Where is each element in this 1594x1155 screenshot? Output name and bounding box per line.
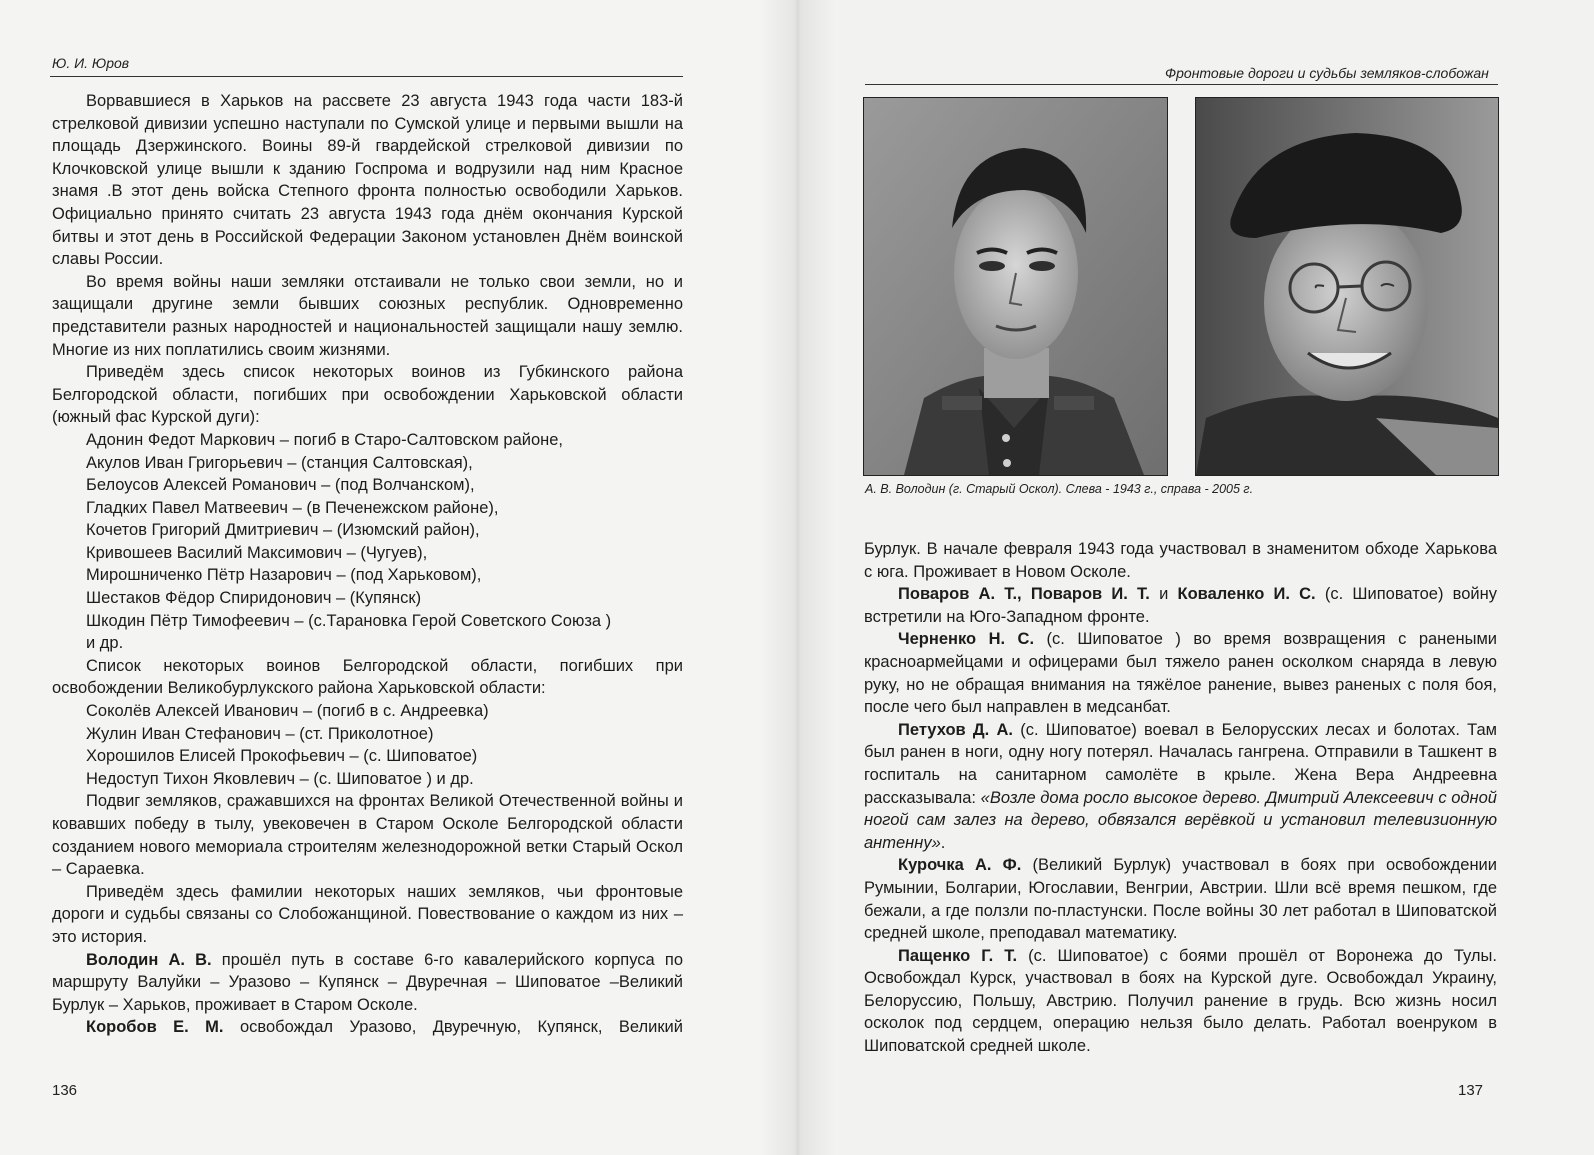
paragraph-chernenko [864, 628, 1497, 718]
page-number: 137 [1458, 1082, 1484, 1099]
conjunction: и [1149, 585, 1178, 604]
paragraph-povarov [864, 583, 1497, 628]
губкинский-list [52, 429, 683, 655]
list-item: Акулов Иван Григорьевич – (станция Салтовская), [86, 453, 473, 472]
left-text-column [52, 90, 683, 1039]
list-item: Недоступ Тихон Яковлевич – (с. Шиповатое ) и др. [86, 769, 474, 788]
paragraph-pashchenko [864, 945, 1497, 1058]
portrait-young-soldier-image [864, 98, 1167, 475]
paragraph-kurochka [864, 854, 1497, 944]
running-head-author: Ю. И. Юров [52, 55, 130, 71]
paragraph: Во время войны наши земляки отстаивали не только свои земли, но и защищали другине земли бывших союзных республик. Одновременно представители разных народностей и национальностей защищали нашу землю. Многие из них поплатились своим жизнями. [52, 272, 683, 359]
person-name: Коробов Е. М. [86, 1018, 224, 1037]
list-item: Мирошниченко Пётр Назарович – (под Харьковом), [86, 566, 482, 585]
великобурлукский-list [52, 700, 683, 790]
paragraph: Список некоторых воинов Белгородской области, погибших при освобождении Великобурлукского района Харьковской области: [52, 656, 683, 698]
portrait-elderly-man-image [1196, 98, 1498, 475]
paragraph: Подвиг земляков, сражавшихся на фронтах Великой Отечественной войны и ковавших победу в тылу, увековечен в Старом Осколе Белгородской области созданием нового мемориала строителям железнодорожной ветки Старый Оскол – Сараевка. [52, 792, 683, 879]
person-name: Пащенко Г. Т. [898, 946, 1018, 965]
person-text: прошёл путь в составе 6-го кавалерийского корпуса по маршруту Валуйки – Уразово – Купянск – Двуречная – Шиповатое –Великий Бурлук – Харьков, проживает в Старом Осколе. [52, 950, 683, 1014]
paragraph-petukhov [864, 719, 1497, 855]
running-head-title: Фронтовые дороги и судьбы земляков-слобожан [1165, 65, 1489, 81]
photo-2005-portrait [1195, 97, 1499, 476]
list-item: и др. [86, 634, 124, 653]
paragraph-volodin [52, 949, 683, 1017]
paragraph: Приведём здесь список некоторых воинов из Губкинского района Белгородской области, погибших при освобождении Харьковской области (южный фас Курской дуги): [52, 363, 683, 427]
list-item: Кривошеев Василий Максимович – (Чугуев), [86, 543, 428, 562]
person-text: (с. Шиповатое) воевал в Белорусских лесах и болотах. Там был ранен в ноги, одну ногу потерял. Началась гангрена. Отправили в Ташкент в госпиталь на санитарном самолёте в крыле. Жена Вера Андреевна рассказывала: [864, 720, 1497, 807]
page-number: 136 [52, 1082, 78, 1099]
person-text: (с. Шиповатое) войну встретили на Юго-Западном фронте. [864, 585, 1497, 626]
person-name: Черненко Н. С. [898, 630, 1035, 649]
paragraph: Ворвавшиеся в Харьков на рассвете 23 августа 1943 года части 183-й стрелковой дивизии успешно наступали по Сумской улице и первыми вышли на площадь Дзержинского. Воины 89-й гвардейской стрелковой дивизии по Клочковской улице вышли к зданию Госпрома и водрузили над ним Красное знамя .В этот день войска Степного фронта полностью освободили Харьков. Официально принято считать 23 августа 1943 года днём окончания Курской битвы и этот день в Российской Федерации Законом установлен Днём воинской славы России. [52, 92, 683, 269]
paragraph: Приведём здесь фамилии некоторых наших земляков, чьи фронтовые дороги и судьбы связаны со Слобожанщиной. Повествование о каждом из них –это история. [52, 882, 683, 946]
person-name: Петухов Д. А. [898, 720, 1013, 739]
list-item: Жулин Иван Стефанович – (ст. Приколотное) [86, 724, 434, 743]
list-item: Шестаков Фёдор Спиридонович – (Купянск) [86, 589, 422, 608]
list-item: Соколёв Алексей Иванович – (погиб в с. Андреевка) [86, 702, 489, 721]
person-name: Курочка А. Ф. [898, 856, 1022, 875]
person-name: Коваленко И. С. [1177, 585, 1316, 604]
paragraph-continuation: Бурлук. В начале февраля 1943 года участвовал в знаменитом обходе Харькова с юга. Проживает в Новом Осколе. [864, 540, 1497, 581]
person-text: (с. Шиповатое) с боями прошёл от Воронежа до Тулы. Освобождал Курск, участвовал в боях на Курской дуге. Освобождал Украину, Белоруссию, Польшу, Австрию. Получил ранение в грудь. Всю жизнь носил осколок под сердцем, операцию нельзя было делать. Работал военруком в Шиповатской средней школе. [864, 946, 1497, 1056]
list-item: Гладких Павел Матвеевич – (в Печенежском районе), [86, 498, 499, 517]
right-page [797, 0, 1594, 1155]
list-item: Кочетов Григорий Дмитриевич – (Изюмский район), [86, 521, 480, 540]
person-name: Володин А. В. [86, 950, 212, 969]
person-text: (Великий Бурлук) участвовал в боях при освобождении Румынии, Болгарии, Югославии, Венгрии, Австрии. Шли всё время пешком, где бежали, а где ползли по-пластунски. После войны 30 лет работал в Шиповатской средней школе, преподавал математику. [864, 856, 1497, 943]
header-rule [865, 84, 1498, 85]
paragraph-korobov [52, 1016, 683, 1039]
list-item: Хорошилов Елисей Прокофьевич – (с. Шиповатое) [86, 747, 478, 766]
right-text-column [864, 538, 1497, 1058]
person-text: (с. Шиповатое ) во время возвращения с ранеными красноармейцами и офицерами был тяжело ранен осколком снаряда в левую руку, но не обращая внимания на тяжёлое ранение, вывез раненых с поля боя, после чего был направлен в медсанбат. [864, 630, 1498, 717]
person-text: освобождал Уразово, Двуречную, Купянск, Великий [223, 1018, 683, 1037]
punctuation: . [940, 833, 946, 852]
quote: «Возле дома росло высокое дерево. Дмитрий Алексеевич с одной ногой сам залез на дерево, обвязался верёвкой и установил телевизионную антенну» [864, 788, 1497, 852]
photo-1943-portrait [863, 97, 1168, 476]
list-item: Белоусов Алексей Романович – (под Волчанском), [86, 476, 475, 495]
photo-caption: А. В. Володин (г. Старый Оскол). Слева - 1943 г., справа - 2005 г. [865, 482, 1254, 496]
list-item: Шкодин Пётр Тимофеевич – (с.Тарановка Герой Советского Союза ) [86, 611, 612, 630]
list-item: Адонин Федот Маркович – погиб в Старо-Салтовском районе, [86, 430, 564, 449]
person-name: Поваров А. Т., Поваров И. Т. [898, 585, 1150, 604]
header-rule [50, 76, 683, 77]
